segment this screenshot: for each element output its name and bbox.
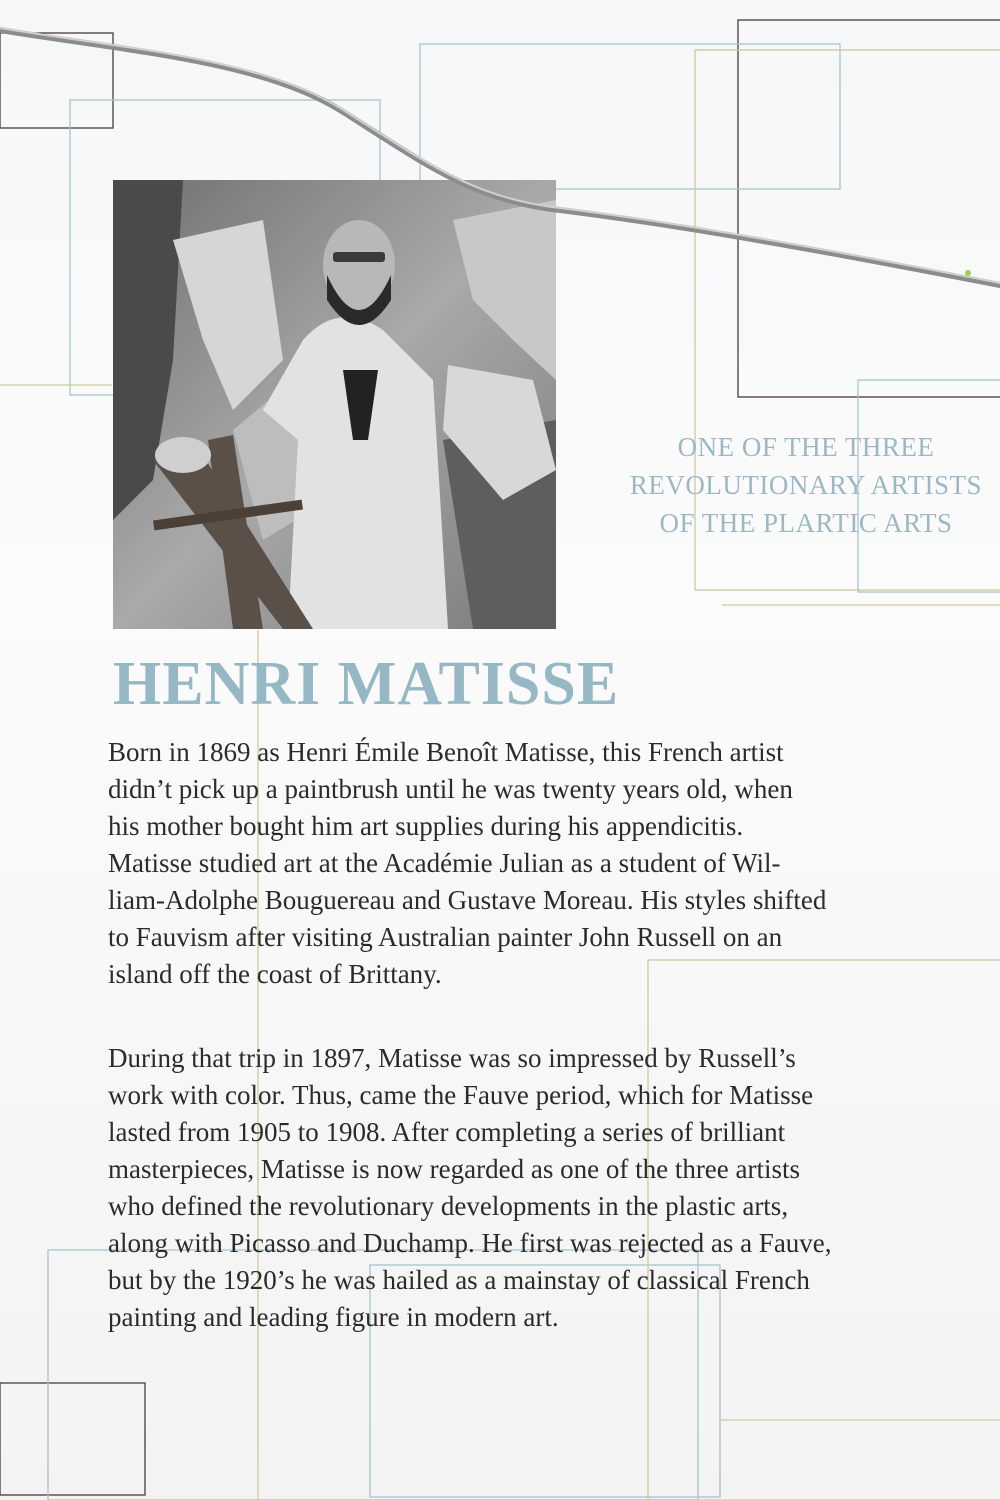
text-line: During that trip in 1897, Matisse was so impressed by Russell’s — [108, 1043, 796, 1073]
text-line: didn’t pick up a paintbrush until he was twenty years old, when — [108, 774, 793, 804]
biography-paragraph-1 — [108, 734, 968, 993]
tagline-line: OF THE PLARTIC ARTS — [659, 508, 953, 538]
text-line: Matisse studied art at the Académie Julian as a student of Wil- — [108, 848, 781, 878]
text-line: lasted from 1905 to 1908. After completing a series of brilliant — [108, 1117, 786, 1147]
tagline — [596, 428, 1000, 542]
tagline-line: ONE OF THE THREE — [677, 432, 935, 462]
text-line: his mother bought him art supplies during his appendicitis. — [108, 811, 744, 841]
biography-paragraph-2 — [108, 1040, 968, 1336]
text-line: painting and leading figure in modern art. — [108, 1302, 559, 1332]
text-line: Born in 1869 as Henri Émile Benoît Matisse, this French artist — [108, 737, 784, 767]
portrait-photo — [113, 180, 556, 629]
text-line: liam-Adolphe Bouguereau and Gustave Moreau. His styles shifted — [108, 885, 827, 915]
matisse-portrait-image — [113, 180, 556, 629]
text-line: to Fauvism after visiting Australian painter John Russell on an — [108, 922, 783, 952]
text-line: island off the coast of Brittany. — [108, 959, 442, 989]
page-title: HENRI MATISSE — [113, 650, 620, 718]
text-line: along with Picasso and Duchamp. He first was rejected as a Fauve, — [108, 1228, 832, 1258]
text-line: who defined the revolutionary developments in the plastic arts, — [108, 1191, 789, 1221]
text-line: work with color. Thus, came the Fauve period, which for Matisse — [108, 1080, 814, 1110]
text-line: masterpieces, Matisse is now regarded as one of the three artists — [108, 1154, 801, 1184]
wire-clip — [965, 270, 971, 276]
text-line: but by the 1920’s he was hailed as a mainstay of classical French — [108, 1265, 810, 1295]
tagline-line: REVOLUTIONARY ARTISTS — [629, 470, 983, 500]
